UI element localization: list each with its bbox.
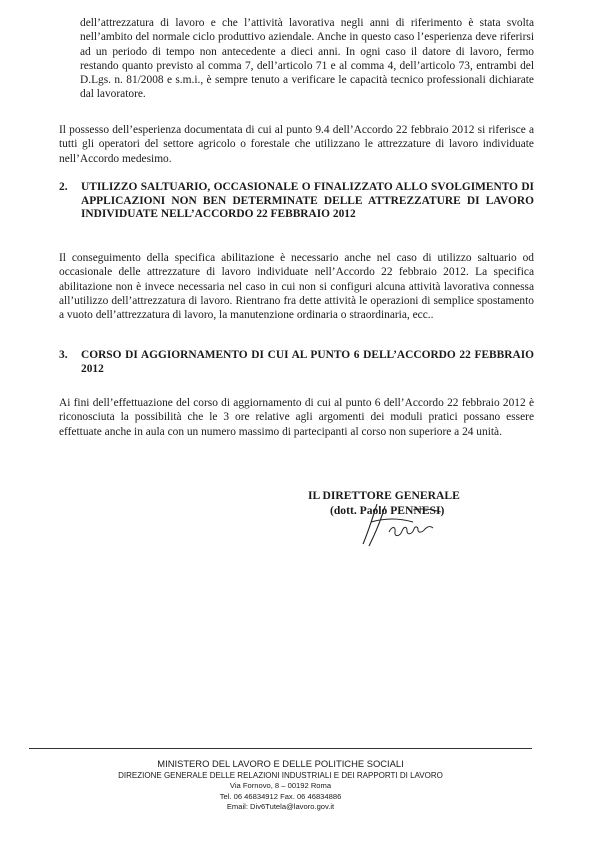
footer-directorate: DIREZIONE GENERALE DELLE RELAZIONI INDUSTRIALI E DEI RAPPORTI DI LAVORO	[118, 771, 443, 780]
continuation-paragraph: dell’attrezzatura di lavoro e che l’attività lavorativa negli anni di riferimento è stata svolta nell’ambito del normale ciclo produttivo aziendale. Anche in questo caso l’esperienza deve riferirsi ad un periodo di tempo non antecedente a dieci anni. In ogni caso il datore di lavoro, fermo restando quanto previsto al comma 7, dell’articolo 71 e al comma 4, dell’articolo 73, entrambi del D.Lgs. n. 81/2008 e s.m.i., è sempre tenuto a verificare le capacità tecnico professionali dichiarate dal lavoratore.	[80, 17, 534, 101]
signatory-title: IL DIRETTORE GENERALE	[308, 489, 460, 502]
section-2-body: Il conseguimento della specifica abilitazione è necessario anche nel caso di utilizzo saltuario od occasionale delle attrezzature di lavoro individuate nell’Accordo 22 febbraio 2012. La specifica abilitazione non è invece necessaria nel caso in cui non si configuri alcuna attività lavorativa connessa all’utilizzo dell’attrezzatura di lavoro. Rientrano fra dette attività le operazioni di semplice spostamento a vuoto dell’attrezzatura di lavoro, la manutenzione ordinaria o straordinaria, ecc..	[59, 252, 534, 322]
footer-divider	[29, 748, 532, 749]
section-3-heading	[59, 349, 534, 376]
footer-email: Email: Div6Tutela@lavoro.gov.it	[226, 802, 335, 811]
footer-phone-fax: Tel. 06 46834912 Fax. 06 46834886	[219, 791, 342, 801]
section-3-number: 3.	[59, 349, 68, 361]
section-2-heading	[59, 181, 534, 222]
page-footer	[29, 758, 532, 813]
section-3-body: Ai fini dell’effettuazione del corso di aggiornamento di cui al punto 6 dell’Accordo 22 febbraio 2012 è riconosciuta la possibilità che le 3 ore relative agli argomenti dei moduli pratici possano essere effettuate anche in aula con un numero massimo di partecipanti al corso non superiore a 24 unità.	[59, 397, 534, 438]
experience-paragraph: Il possesso dell’esperienza documentata di cui al punto 9.4 dell’Accordo 22 febbraio 2012 si riferisce a tutti gli operatori del settore agricolo o forestale che utilizzano le attrezzature di lavoro individuate nell’Accordo medesimo.	[59, 124, 534, 165]
section-2-title: UTILIZZO SALTUARIO, OCCASIONALE O FINALIZZATO ALLO SVOLGIMENTO DI APPLICAZIONI NON BEN DETERMINATE DELLE ATTREZZATURE DI LAVORO INDIVIDUATE NELL’ACCORDO 22 FEBBRAIO 2012	[81, 181, 534, 221]
footer-address: Via Fornovo, 8 – 00192 Roma	[229, 781, 332, 790]
section-3-title: CORSO DI AGGIORNAMENTO DI CUI AL PUNTO 6 DELL’ACCORDO 22 FEBBRAIO 2012	[81, 349, 534, 375]
handwritten-signature	[355, 500, 465, 548]
section-2-number: 2.	[59, 181, 68, 193]
footer-ministry: MINISTERO DEL LAVORO E DELLE POLITICHE SOCIALI	[157, 758, 404, 769]
signatory-name: (dott. Paolo PENNESI)	[330, 503, 445, 517]
